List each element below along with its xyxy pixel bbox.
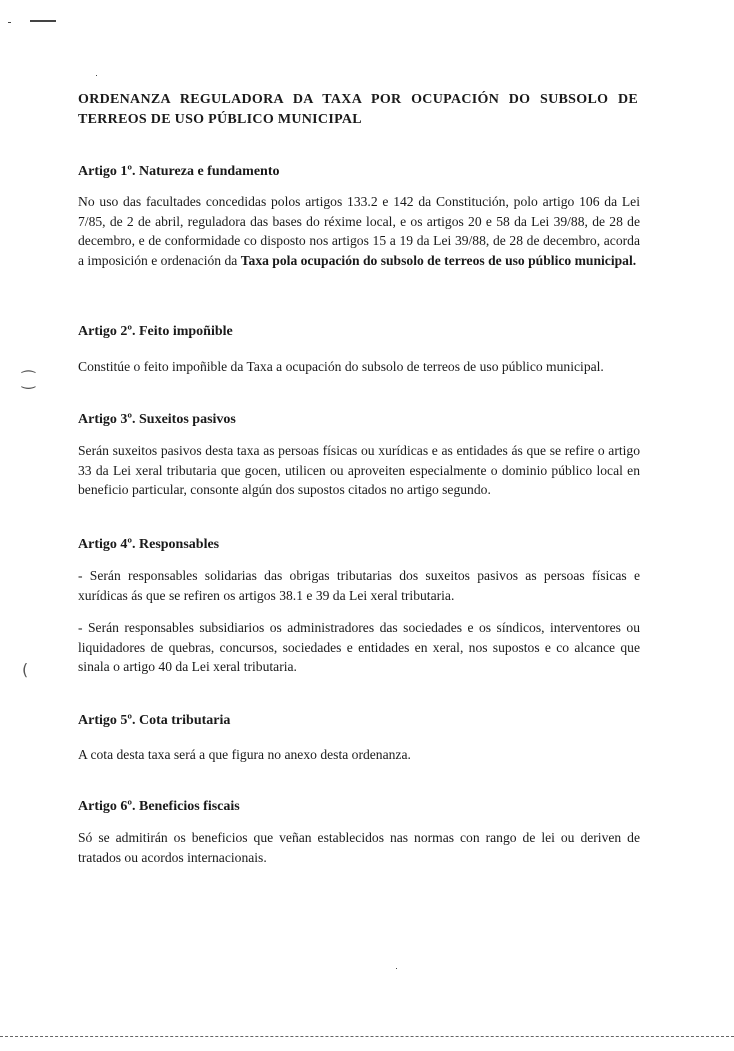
article-1-text: No uso das facultades concedidas polos artigos 133.2 e 142 da Constitución, polo artigo 106 da Lei 7/85, de 2 de abril, reguladora das bases do réxime local, e os artigos 20 e 58 da Lei 39/88, de 28 de decembro, e de conformidade co disposto nos artigos 15 a 19 da Lei 39/88, de 28 de decembro, acorda a imposición e ordenación da xyxy=(78,194,640,268)
article-2-paragraph: Constitúe o feito impoñible da Taxa a ocupación do subsolo de terreos de uso público municipal. xyxy=(78,359,604,374)
article-3-heading: Artigo 3º. Suxeitos pasivos xyxy=(78,412,236,427)
document-title: ORDENANZA REGULADORA DA TAXA POR OCUPACIÓN DO SUBSOLO DE TERREOS DE USO PÚBLICO MUNICIPAL xyxy=(78,92,638,127)
scan-speck xyxy=(96,75,97,76)
article-4-paragraph-1: - Serán responsables solidarias das obrigas tributarias dos suxeitos pasivos as persoas físicas e xurídicas ás que se refiren os artigos 38.1 e 39 da Lei xeral tributaria. xyxy=(78,568,640,603)
article-5-paragraph: A cota desta taxa será a que figura no anexo desta ordenanza. xyxy=(78,747,411,762)
article-4-heading: Artigo 4º. Responsables xyxy=(78,537,220,552)
article-3-paragraph: Serán suxeitos pasivos desta taxa as persoas físicas ou xurídicas e as entidades ás que se refire o artigo 33 da Lei xeral tributaria que gocen, utilicen ou aproveiten especialmente o dominio público local en beneficio particular, consonte algún dos supostos citados no artigo segundo. xyxy=(78,443,640,498)
scan-edge-line xyxy=(0,1036,734,1037)
article-4-paragraph-2: - Serán responsables subsidiarios os administradores das sociedades e os síndicos, interventores ou liquidadores de quebras, concursos, sociedades e entidades en xeral, nos supostos e co alcance que sinala o artigo 40 da Lei xeral tributaria. xyxy=(78,620,640,675)
article-1-bold-text: Taxa pola ocupación do subsolo de terreos de uso público municipal xyxy=(240,252,633,268)
article-2-heading: Artigo 2º. Feito impoñible xyxy=(78,324,233,339)
margin-mark-icon: ( xyxy=(22,660,29,679)
scan-speck xyxy=(396,968,397,969)
article-6-paragraph: Só se admitirán os beneficios que veñan establecidos nas normas con rango de lei ou deriven de tratados ou acordos internacionais. xyxy=(78,830,640,865)
scan-speck xyxy=(8,22,11,23)
margin-mark-icon: ⁐ xyxy=(22,370,35,389)
article-6-heading: Artigo 6º. Beneficios fiscais xyxy=(78,799,240,814)
scan-mark-top-left xyxy=(30,20,56,22)
article-1-heading: Artigo 1º. Natureza e fundamento xyxy=(78,164,280,179)
article-1-period: . xyxy=(632,252,637,268)
article-5-heading: Artigo 5º. Cota tributaria xyxy=(78,713,231,728)
article-1-paragraph xyxy=(78,192,640,270)
